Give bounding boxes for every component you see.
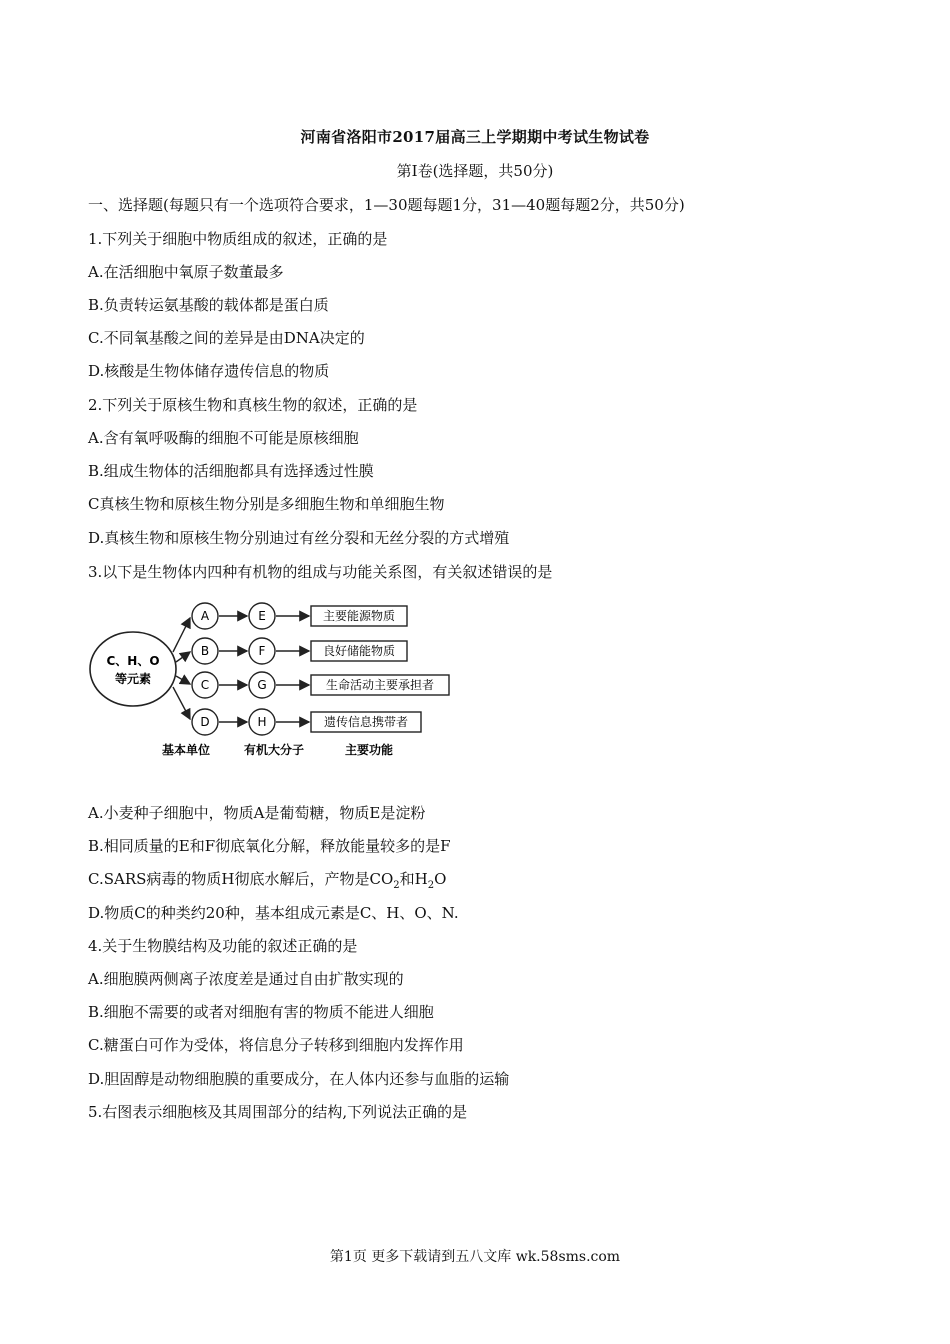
- q3-option-b: B.相同质量的E和F彻底氧化分解，释放能量较多的是F: [88, 837, 451, 855]
- macro-g: G: [257, 678, 267, 692]
- q2-option-a: A.含有氧呼吸酶的细胞不可能是原核细胞: [88, 429, 359, 447]
- function-1: 主要能源物质: [322, 609, 396, 623]
- unit-c: C: [200, 678, 210, 692]
- unit-b: B: [200, 644, 210, 658]
- macro-f: F: [258, 644, 266, 658]
- q1-stem: 1.下列关于细胞中物质组成的叙述，正确的是: [88, 230, 388, 248]
- q2-option-d: D.真核生物和原核生物分别迪过有丝分裂和无丝分裂的方式增殖: [88, 529, 510, 547]
- q3-c-part1: C.SARS病毒的物质H彻底水解后，产物是CO: [88, 870, 394, 888]
- q1-option-a: A.在活细胞中氧原子数董最多: [88, 263, 284, 281]
- page-footer: 第1页 更多下载请到五八文库 wk.58sms.com: [329, 1249, 621, 1265]
- q3-option-a: A.小麦种子细胞中，物质A是葡萄糖，物质E是淀粉: [88, 804, 426, 822]
- document-title: 河南省洛阳市2017届高三上学期期中考试生物试卷: [300, 128, 650, 146]
- row-1: [192, 603, 407, 629]
- q3-c-sub1: 2: [393, 880, 400, 891]
- macro-e: E: [258, 609, 266, 623]
- q3-c-part3: O: [434, 870, 447, 888]
- q1-option-b: B.负责转运氨基酸的载体都是蛋白质: [88, 296, 329, 314]
- macro-h: H: [257, 715, 267, 729]
- q4-option-a: A.细胞膜两侧离子浓度差是通过自由扩散实现的: [88, 970, 404, 988]
- function-2: 良好储能物质: [322, 644, 396, 658]
- function-4: 遗传信息携带者: [323, 715, 409, 729]
- q3-option-c: [88, 868, 446, 891]
- q2-option-c: C真核生物和原核生物分别是多细胞生物和单细胞生物: [88, 495, 445, 513]
- function-3: 生命活动主要承担者: [325, 678, 435, 692]
- source-ellipse: [90, 632, 176, 706]
- unit-a: A: [200, 609, 210, 623]
- q3-c-part2: 和H: [399, 870, 428, 888]
- source-label-line1: C、H、O: [106, 654, 160, 668]
- q4-option-d: D.胆固醇是动物细胞膜的重要成分，在人体内还参与血脂的运输: [88, 1070, 510, 1088]
- section-instructions: 一、选择题(每题只有一个选项符合要求，1—30题每题1分，31—40题每题2分，共50分): [88, 196, 685, 214]
- q4-option-b: B.细胞不需要的或者对细胞有害的物质不能进人细胞: [88, 1003, 434, 1021]
- q5-stem: 5.右图表示细胞核及其周围部分的结构,下列说法正确的是: [88, 1103, 468, 1121]
- q4-stem: 4.关于生物膜结构及功能的叙述正确的是: [88, 937, 358, 955]
- q3-option-d: D.物质C的种类约20种，基本组成元素是C、H、O、N.: [88, 904, 459, 922]
- q3-stem: 3.以下是生物体内四种有机物的组成与功能关系图，有关叙述错误的是: [88, 563, 553, 581]
- row-3: [192, 672, 449, 698]
- q3-c-sub2: 2: [427, 880, 435, 891]
- column-label-macro: 有机大分子: [243, 743, 305, 757]
- section-subtitle: 第Ⅰ卷(选择题，共50分): [396, 162, 554, 180]
- row-2: [192, 638, 407, 664]
- unit-d: D: [200, 715, 210, 729]
- q2-stem: 2.下列关于原核生物和真核生物的叙述，正确的是: [88, 396, 418, 414]
- q3-diagram: [88, 592, 468, 772]
- source-label-line2: 等元素: [114, 672, 152, 686]
- row-4: [192, 709, 421, 735]
- q1-option-c: C.不同氧基酸之间的差异是由DNA决定的: [88, 329, 365, 347]
- q1-option-d: D.核酸是生物体储存遗传信息的物质: [88, 362, 330, 380]
- q2-option-b: B.组成生物体的活细胞都具有选择透过性膜: [88, 462, 374, 480]
- column-label-function: 主要功能: [344, 743, 394, 757]
- column-label-units: 基本单位: [161, 743, 211, 757]
- q4-option-c: C.糖蛋白可作为受体，将信息分子转移到细胞内发挥作用: [88, 1036, 464, 1054]
